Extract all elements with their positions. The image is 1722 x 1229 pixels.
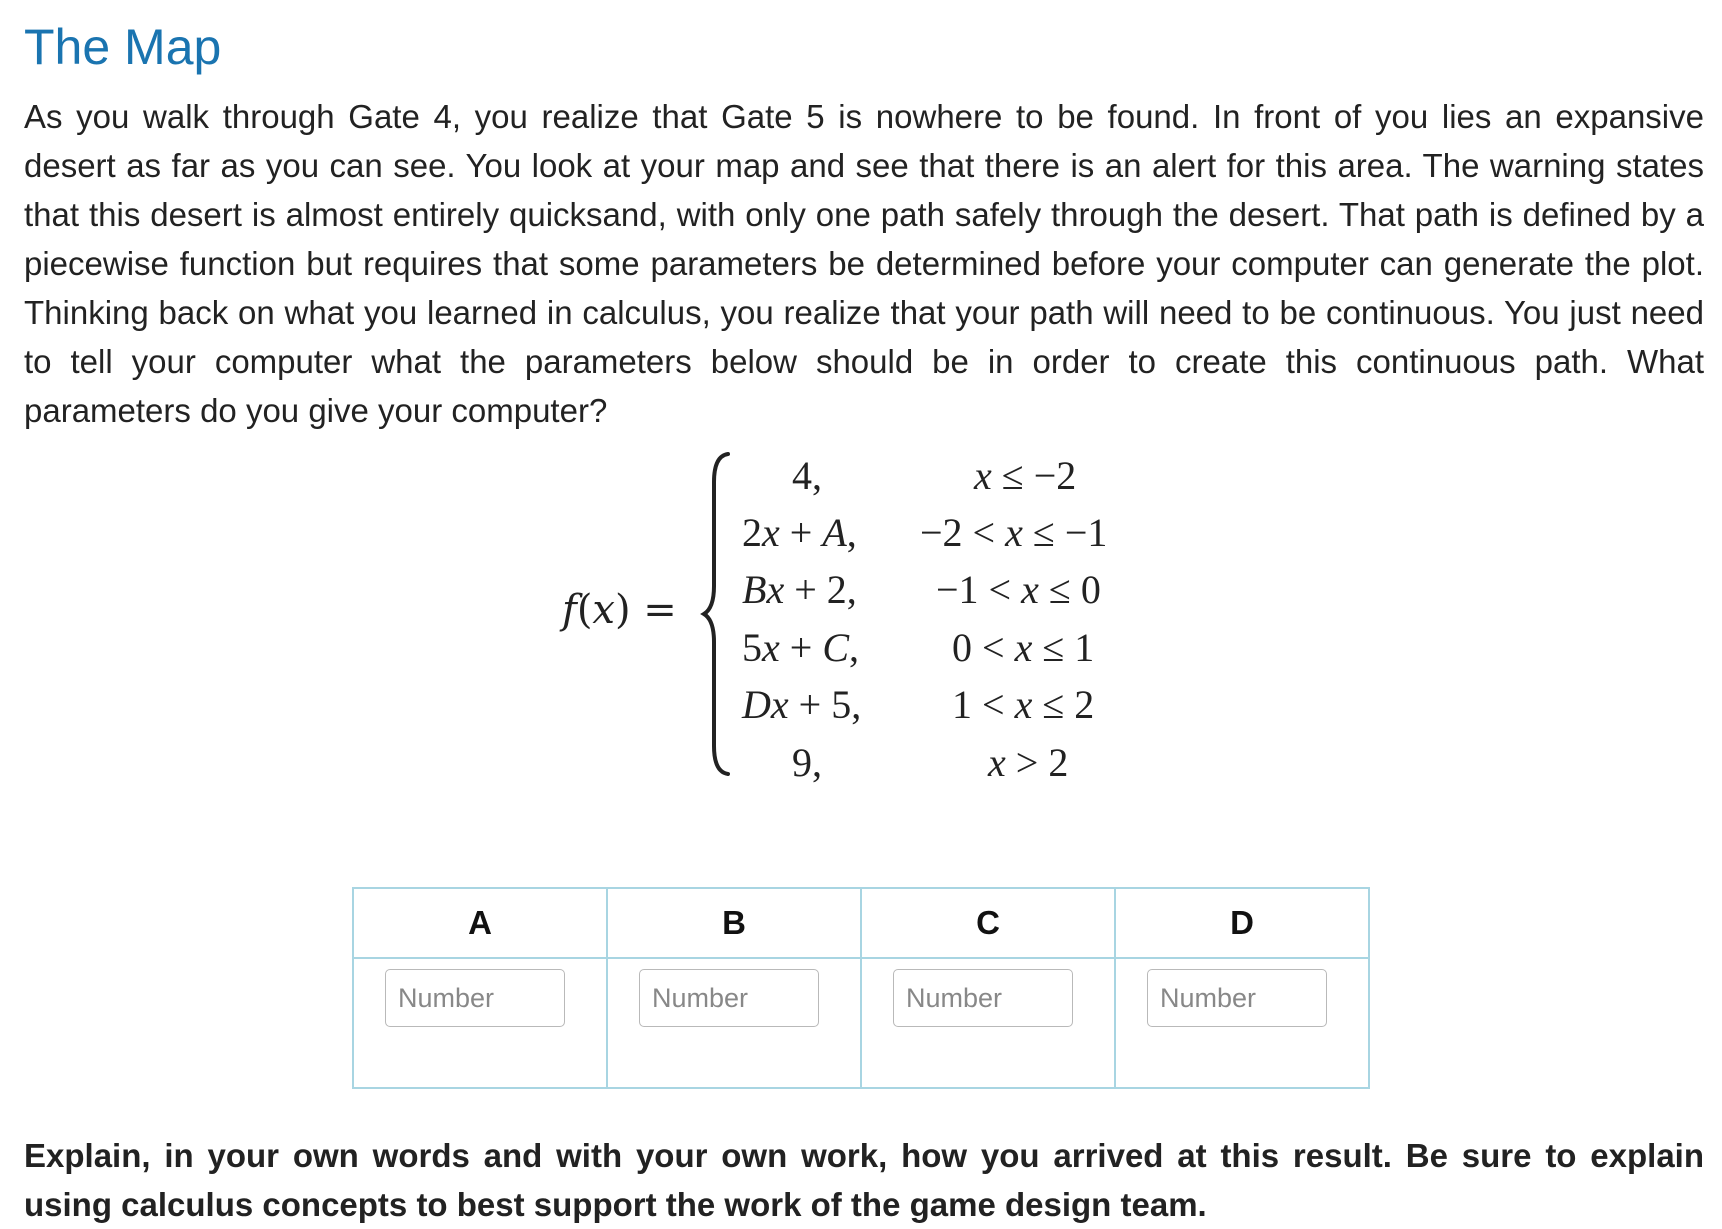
- param-a-input[interactable]: [385, 969, 565, 1027]
- case-condition: 1 < x ≤ 2: [952, 682, 1095, 727]
- header-c: C: [861, 888, 1115, 958]
- cell-d: [1115, 958, 1369, 1088]
- param-b-input[interactable]: [639, 969, 819, 1027]
- function-variable: x: [592, 587, 615, 633]
- case-expression: Bx + 2,: [742, 567, 857, 612]
- explain-instructions: Explain, in your own words and with your own work, how you arrived at this result. Be sure to explain using calculus concepts to best support the work of the game design team.: [24, 1137, 1704, 1223]
- page-title: The Map: [24, 19, 222, 75]
- left-brace-icon: [700, 448, 736, 780]
- header-row: [353, 888, 1369, 958]
- header-a: A: [353, 888, 607, 958]
- problem-statement: As you walk through Gate 4, you realize that Gate 5 is nowhere to be found. In front of you lies an expansive desert as far as you can see. You look at your map and see that there is an alert for this area. The warning states that this desert is almost entirely quicksand, with only one path safely through the desert. That path is defined by a piecewise function but requires that some parameters be determined before your computer can generate the plot. Thinking back on what you learned in calculus, you realize that your path will need to be continuous. You just need to tell your computer what the parameters below should be in order to create this continuous path. What parameters do you give your computer?: [24, 98, 1704, 429]
- case-condition: 0 < x ≤ 1: [952, 625, 1095, 670]
- case-expression: 5x + C,: [742, 625, 860, 670]
- parameter-table: [352, 887, 1370, 1089]
- cell-a: [353, 958, 607, 1088]
- header-d: D: [1115, 888, 1369, 958]
- input-row: [353, 958, 1369, 1088]
- case-condition: −2 < x ≤ −1: [920, 510, 1108, 555]
- param-c-input[interactable]: [893, 969, 1073, 1027]
- function-lhs: f(x) =: [562, 587, 677, 633]
- function-name: f: [562, 587, 577, 633]
- cell-b: [607, 958, 861, 1088]
- case-expression: 4,: [792, 453, 822, 498]
- case-condition: x > 2: [988, 740, 1069, 785]
- cell-c: [861, 958, 1115, 1088]
- case-condition: x ≤ −2: [974, 453, 1077, 498]
- param-d-input[interactable]: [1147, 969, 1327, 1027]
- case-expression: Dx + 5,: [742, 682, 862, 727]
- case-expression: 9,: [792, 740, 822, 785]
- case-condition: −1 < x ≤ 0: [936, 567, 1101, 612]
- header-b: B: [607, 888, 861, 958]
- case-expression: 2x + A,: [742, 510, 857, 555]
